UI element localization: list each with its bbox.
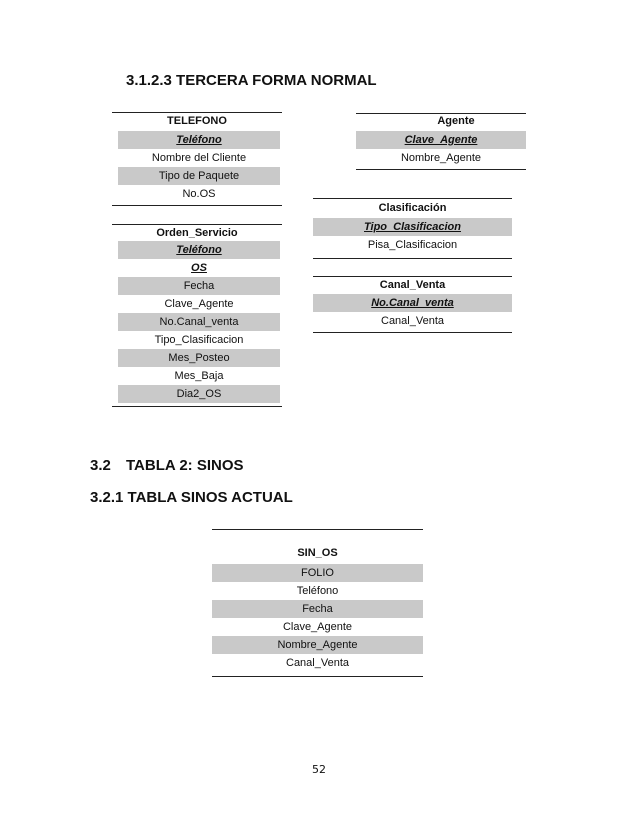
table-row: Clave_Agente [282,621,353,633]
primary-key-cell: No.Canal_venta [313,294,512,312]
table-bottom-rule [112,205,282,206]
primary-key-cell: Teléfono [118,131,280,149]
table-title: Orden_Servicio [156,227,238,239]
table-row: Fecha [212,600,423,618]
section-heading-number: 3.2 [90,457,111,474]
table-bottom-rule [313,258,512,259]
table-title: Canal_Venta [379,279,446,291]
table-title: SIN_OS [297,547,338,559]
table-row: No.Canal_venta [118,313,280,331]
table-title: Agente [437,115,475,127]
table-row: Pisa_Clasificacion [367,239,458,251]
table-row: Tipo_Clasificacion [154,334,244,346]
table-top-rule [212,529,423,530]
primary-key-cell: Tipo_Clasificacion [313,218,512,236]
table-row: Canal_Venta [381,315,444,327]
table-row: Clave_Agente [164,298,234,310]
primary-key-cell: Clave_Agente [356,131,526,149]
table-bottom-rule [212,676,423,677]
table-row: Nombre_Agente [212,636,423,654]
page-number: 52 [312,763,326,776]
table-row: FOLIO [212,564,423,582]
section-heading-tercera-forma-normal: 3.1.2.3 TERCERA FORMA NORMAL [126,72,377,89]
table-row: Teléfono [296,585,339,597]
primary-key-cell: Teléfono [118,241,280,259]
table-row: Dia2_OS [118,385,280,403]
table-row: Nombre_Agente [400,152,482,164]
table-title: Clasificación [378,202,447,214]
table-row: Mes_Posteo [118,349,280,367]
table-bottom-rule [313,332,512,333]
table-title: TELEFONO [167,115,227,127]
table-row: Mes_Baja [174,370,224,382]
table-row: No.OS [182,188,216,200]
table-row: Tipo de Paquete [118,167,280,185]
table-row: Canal_Venta [286,657,349,669]
primary-key-cell: OS [191,262,207,274]
table-row: Fecha [118,277,280,295]
table-bottom-rule [112,406,282,407]
table-bottom-rule [356,169,526,170]
table-row: Nombre del Cliente [151,152,247,164]
subsection-heading-tabla-sinos-actual: 3.2.1 TABLA SINOS ACTUAL [90,489,293,506]
section-heading-tabla-sinos: TABLA 2: SINOS [126,457,244,474]
